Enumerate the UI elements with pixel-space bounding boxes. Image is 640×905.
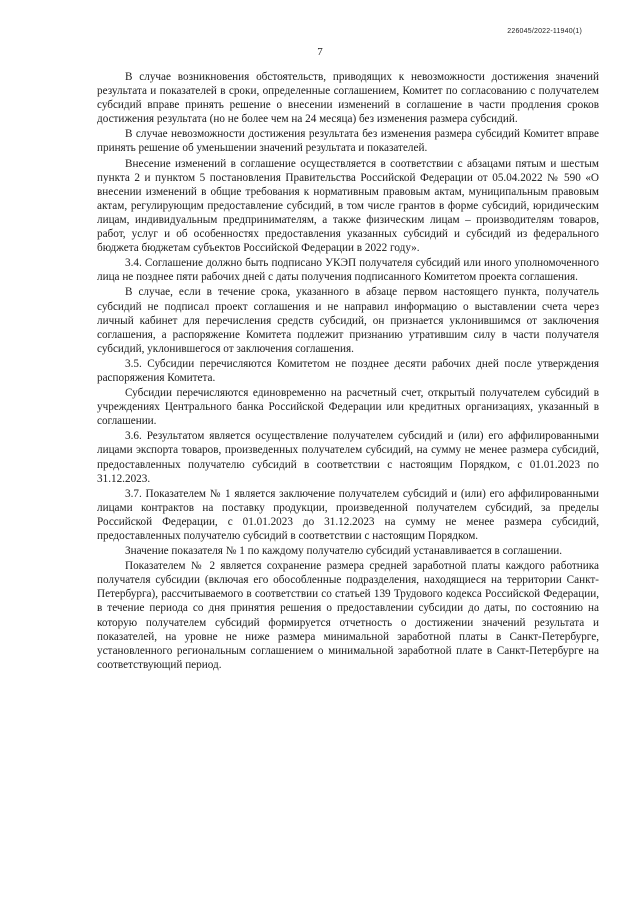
paragraph: 3.6. Результатом является осуществление получателем субсидий и (или) его аффилированными лицами экспорта товаров, произведенных получателем субсидий, на сумму не менее размера субсидий, предоставленных получателю субсидий в соответствии с настоящим Порядком, с 01.01.2023 по 31.12.2023. <box>97 430 599 485</box>
paragraph: В случае невозможности достижения результата без изменения размера субсидий Комитет вправе принять решение об уменьшении значений результата и показателей. <box>97 128 599 155</box>
document-id: 226045/2022-11940(1) <box>507 28 582 35</box>
paragraph: В случае, если в течение срока, указанного в абзаце первом настоящего пункта, получатель субсидий не подписал проект соглашения и не направил информацию о выставлении счета через личный кабинет для перечисления средств субсидий, он признается уклонившимся от заключения соглашения, а распоряжение Комитета подлежит признанию утратившим силу в части получателя субсидий, уклонившегося от заключения соглашения. <box>97 286 599 355</box>
paragraph: 3.5. Субсидии перечисляются Комитетом не позднее десяти рабочих дней после утверждения распоряжения Комитета. <box>97 357 599 384</box>
paragraph: Субсидии перечисляются единовременно на расчетный счет, открытый получателем субсидий в учреждениях Центрального банка Российской Федерации или кредитных организациях, указанный в соглашении. <box>97 387 599 428</box>
paragraph: 3.7. Показателем № 1 является заключение получателем субсидий и (или) его аффилированными лицами контрактов на поставку продукции, произведенной получателем субсидий, за пределы Российской Федерации, с 01.01.2023 до 31.12.2023 на сумму не менее размера субсидий, предоставленных получателю субсидий в соответствии с настоящим Порядком. <box>97 487 599 542</box>
paragraph: Внесение изменений в соглашение осуществляется в соответствии с абзацами пятым и шестым пункта 2 и пунктом 5 постановления Правительства Российской Федерации от 05.04.2022 № 590 «О внесении изменений в общие требования к нормативным правовым актам, муниципальным правовым актам, регулирующим предоставление субсидий, в том числе грантов в форме субсидий, юридическим лицам, индивидуальным предпринимателям, а также физическим лицам – производителям товаров, работ, услуг и об особенностях предоставления указанных субсидий и субсидий из федерального бюджета бюджетам субъектов Российской Федерации в 2022 году». <box>97 157 599 255</box>
paragraph: Показателем № 2 является сохранение размера средней заработной платы каждого работника получателя субсидии (включая его обособленные подразделения, находящиеся на территории Санкт-Петербурга), рассчитываемого в соответствии со статьей 139 Трудового кодекса Российской Федерации, в течение периода со дня принятия решения о предоставлении субсидии до даты, по состоянию на которую получателем субсидий формируется отчетность о достижении значений результата и показателей, на уровне не ниже размера минимальной заработной платы в Санкт-Петербурге, установленного региональным соглашением о минимальной заработной плате в Санкт-Петербурге на соответствующий период. <box>97 560 599 671</box>
paragraph: В случае возникновения обстоятельств, приводящих к невозможности достижения значений результата и показателей в сроки, определенные соглашением, Комитет по согласованию с получателем субсидий вправе принять решение о внесении изменений в соглашение в части продления сроков достижения результата (но не более чем на 24 месяца) без изменения размера субсидий. <box>97 71 599 126</box>
page-number: 7 <box>317 46 323 58</box>
document-body <box>97 70 599 673</box>
paragraph: Значение показателя № 1 по каждому получателю субсидий устанавливается в соглашении. <box>125 545 563 558</box>
paragraph: 3.4. Соглашение должно быть подписано УКЭП получателя субсидий или иного уполномоченного лица не позднее пяти рабочих дней с даты получения подписанного Комитетом проекта соглашения. <box>97 257 599 284</box>
